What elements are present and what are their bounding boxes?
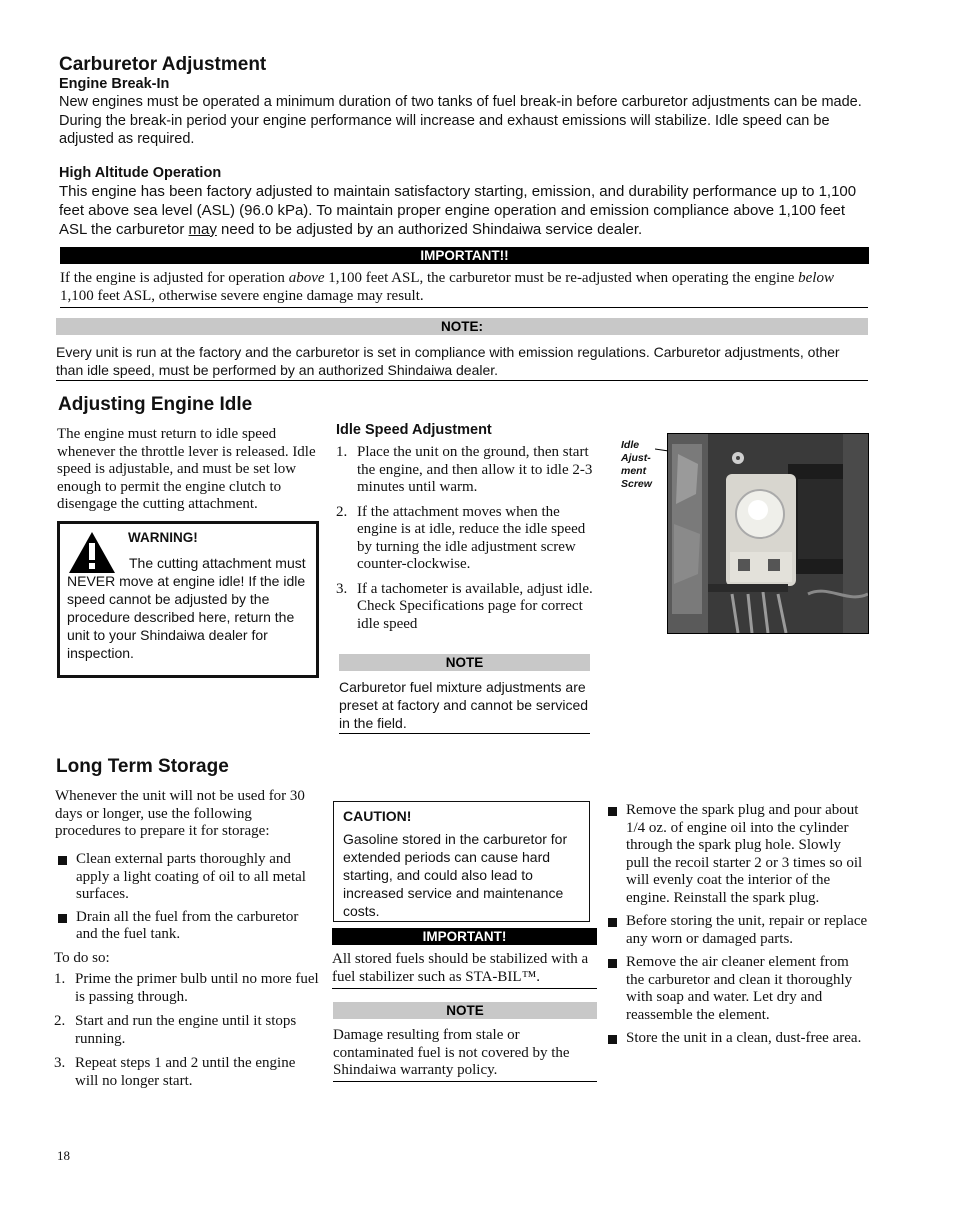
storage-bullet bbox=[56, 909, 320, 944]
storage-steps-list bbox=[54, 971, 322, 1097]
storage-bullet-text: Remove the air cleaner element from the carburetor and clean it thoroughly with soap and water. Let dry and reassemble the element. bbox=[626, 954, 853, 1023]
idle-steps-list bbox=[336, 444, 594, 640]
callout-line: Screw bbox=[621, 478, 652, 490]
high-altitude-heading: High Altitude Operation bbox=[59, 164, 222, 181]
storage-bullet-text: Drain all the fuel from the carburetor and the fuel tank. bbox=[76, 908, 299, 942]
storage-step bbox=[54, 971, 322, 1006]
engine-break-in-heading: Engine Break-In bbox=[59, 76, 170, 92]
warning-box bbox=[57, 521, 319, 678]
storage-bullet bbox=[56, 851, 320, 904]
note-bar: NOTE: bbox=[56, 318, 868, 335]
bullet-square-icon bbox=[608, 918, 617, 927]
callout-line: ment bbox=[621, 465, 647, 477]
caution-box bbox=[333, 801, 590, 922]
storage-step bbox=[54, 1013, 322, 1048]
carburetor-photo-image bbox=[668, 434, 868, 633]
storage-bullet-text: Store the unit in a clean, dust-free area. bbox=[626, 1030, 862, 1046]
caution-text: Gasoline stored in the carburetor for extended periods can cause hard starting, and could also lead to increased service and maintenance costs. bbox=[343, 831, 568, 919]
storage-important-text: All stored fuels should be stabilized with a fuel stabilizer such as STA-BIL™. bbox=[332, 951, 597, 989]
storage-bullet bbox=[606, 913, 868, 948]
idle-speed-adjustment-heading: Idle Speed Adjustment bbox=[336, 422, 492, 438]
high-altitude-text-a: This engine has been factory adjusted to maintain satisfactory starting, emission, and durability performance up to 1,100 feet above sea level (ASL) (96.0 kPa). To maintain proper engine operation and emission compliance above 1,100 feet ASL the carburetor bbox=[59, 182, 857, 238]
idle-step bbox=[336, 444, 594, 497]
high-altitude-text-may: may bbox=[188, 220, 217, 238]
important-bar: IMPORTANT!! bbox=[60, 247, 869, 264]
important-text-below: below bbox=[798, 270, 834, 286]
idle-step-text: If a tachometer is available, adjust idle. Check Specifications page for correct idle speed bbox=[357, 580, 593, 632]
important-text-a: If the engine is adjusted for operation bbox=[60, 270, 289, 286]
idle-step bbox=[336, 504, 594, 574]
idle-note-text: Carburetor fuel mixture adjustments are preset at factory and cannot be serviced in the field. bbox=[339, 678, 590, 734]
bullet-square-icon bbox=[58, 856, 67, 865]
warning-label: WARNING! bbox=[128, 530, 198, 545]
idle-step bbox=[336, 581, 594, 634]
warning-text: The cutting attachment must NEVER move at engine idle! If the idle speed cannot be adjusted by the procedure described here, return the unit to your Shindaiwa dealer for inspection. bbox=[67, 555, 306, 661]
storage-step bbox=[54, 1055, 322, 1090]
note-text: Every unit is run at the factory and the carburetor is set in compliance with emission regulations. Carburetor adjustments, other than idle speed, must be performed by an authorized Shindaiwa dealer. bbox=[56, 343, 868, 381]
bullet-square-icon bbox=[608, 959, 617, 968]
idle-step-number: 3. bbox=[336, 580, 348, 597]
bullet-square-icon bbox=[58, 914, 67, 923]
storage-step-text: Prime the primer bulb until no more fuel is passing through. bbox=[75, 971, 319, 1005]
storage-step-text: Start and run the engine until it stops running. bbox=[75, 1013, 297, 1047]
important-text bbox=[60, 270, 868, 308]
long-term-storage-heading: Long Term Storage bbox=[56, 756, 229, 777]
adjusting-engine-idle-heading: Adjusting Engine Idle bbox=[58, 394, 253, 415]
carburetor-photo bbox=[667, 433, 869, 634]
storage-bullet-text: Clean external parts thoroughly and apply a light coating of oil to all metal surfaces. bbox=[76, 851, 306, 902]
idle-step-number: 2. bbox=[336, 503, 348, 520]
bullet-square-icon bbox=[608, 807, 617, 816]
engine-break-in-text: New engines must be operated a minimum duration of two tanks of fuel break-in before carburetor adjustments can be made. During the break-in period your engine performance will increase and exhaust emissions will stabilize. Idle speed can be adjusted as required. bbox=[59, 94, 862, 147]
storage-important-bar: IMPORTANT! bbox=[332, 928, 597, 945]
storage-step-number: 3. bbox=[54, 1055, 66, 1071]
idle-note-bar: NOTE bbox=[339, 654, 590, 671]
callout-line: Ajust- bbox=[621, 452, 651, 464]
storage-note-bar: NOTE bbox=[333, 1002, 597, 1019]
storage-left-bullets bbox=[56, 851, 320, 950]
caution-label: CAUTION! bbox=[343, 808, 412, 824]
storage-intro-text: Whenever the unit will not be used for 30 days or longer, use the following procedures to prepare it for storage: bbox=[55, 788, 305, 839]
storage-step-number: 2. bbox=[54, 1013, 66, 1029]
idle-step-number: 1. bbox=[336, 444, 348, 460]
storage-bullet bbox=[606, 954, 868, 1024]
storage-note-text: Damage resulting from stale or contaminated fuel is not covered by the Shindaiwa warranty policy. bbox=[333, 1027, 597, 1082]
storage-step-text: Repeat steps 1 and 2 until the engine will no longer start. bbox=[75, 1055, 296, 1089]
idle-step-text: If the attachment moves when the engine is at idle, reduce the idle speed by turning the idle adjustment screw counter-clockwise. bbox=[357, 503, 586, 572]
idle-adjustment-screw-callout bbox=[621, 439, 652, 491]
storage-bullet-text: Remove the spark plug and pour about 1/4 oz. of engine oil into the cylinder through the spark plug hole. Slowly pull the recoil starter 2 or 3 times so oil will evenly coat the interior of the engine. Reinstall the spark plug. bbox=[626, 802, 863, 906]
callout-line: Idle bbox=[621, 439, 640, 451]
storage-step-number: 1. bbox=[54, 971, 66, 987]
storage-bullet-text: Before storing the unit, repair or replace any worn or damaged parts. bbox=[626, 913, 868, 947]
bullet-square-icon bbox=[608, 1035, 617, 1044]
storage-bullet bbox=[606, 1030, 868, 1048]
idle-step-text: Place the unit on the ground, then start the engine, and then allow it to idle 2-3 minutes until warm. bbox=[357, 444, 593, 495]
high-altitude-text bbox=[59, 182, 874, 239]
idle-intro-text: The engine must return to idle speed whenever the throttle lever is released. Idle speed is adjustable, and must be set low enough to permit the engine clutch to disengage the cutting attachment. bbox=[57, 426, 316, 512]
carburetor-section bbox=[59, 54, 874, 239]
to-do-so-text: To do so: bbox=[54, 950, 110, 966]
high-altitude-text-b: need to be adjusted by an authorized Shindaiwa service dealer. bbox=[216, 220, 643, 238]
important-text-c: 1,100 feet ASL, otherwise severe engine damage may result. bbox=[60, 287, 424, 304]
storage-bullet bbox=[606, 802, 868, 907]
important-text-b: 1,100 feet ASL, the carburetor must be re-adjusted when operating the engine bbox=[324, 270, 799, 286]
carburetor-adjustment-heading: Carburetor Adjustment bbox=[59, 54, 267, 75]
storage-right-bullets bbox=[606, 802, 868, 1054]
page-number: 18 bbox=[57, 1148, 70, 1163]
important-text-above: above bbox=[288, 270, 325, 286]
